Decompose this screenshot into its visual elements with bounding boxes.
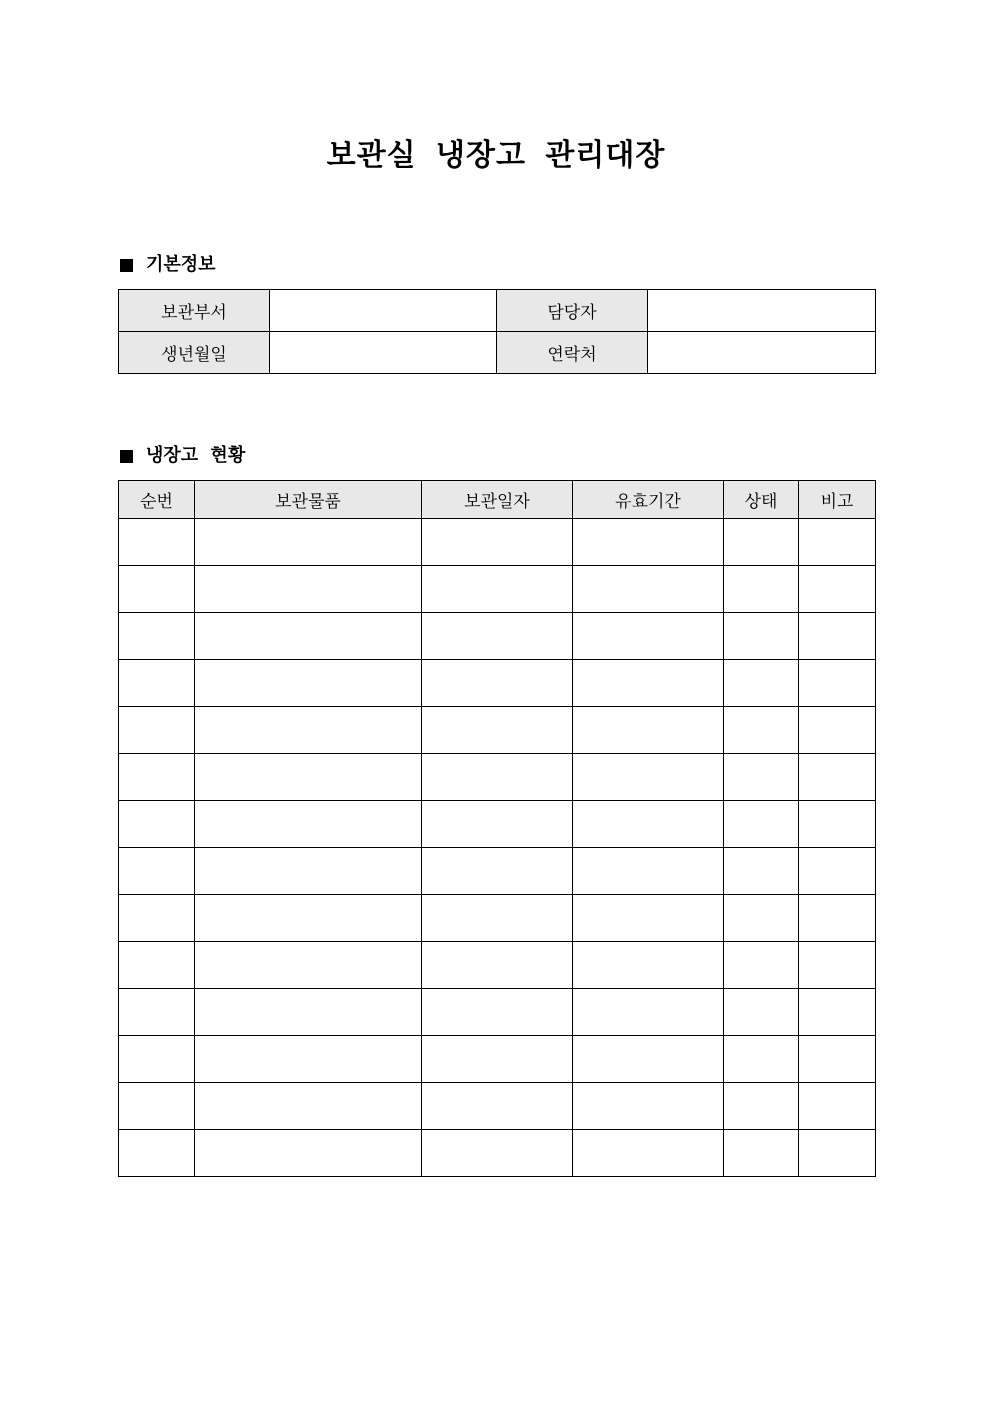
cell-item[interactable]	[195, 1130, 422, 1177]
table-row	[119, 519, 876, 566]
basic-info-row	[119, 332, 876, 374]
table-row	[119, 566, 876, 613]
cell-stored-date[interactable]	[422, 801, 573, 848]
cell-remarks[interactable]	[799, 942, 876, 989]
cell-stored-date[interactable]	[422, 754, 573, 801]
cell-item[interactable]	[195, 1036, 422, 1083]
table-row	[119, 660, 876, 707]
cell-stored-date[interactable]	[422, 989, 573, 1036]
table-row	[119, 989, 876, 1036]
cell-item[interactable]	[195, 613, 422, 660]
cell-condition[interactable]	[724, 754, 799, 801]
cell-item[interactable]	[195, 942, 422, 989]
cell-stored-date[interactable]	[422, 942, 573, 989]
birthdate-value-cell[interactable]	[270, 332, 497, 374]
cell-item[interactable]	[195, 519, 422, 566]
cell-item[interactable]	[195, 660, 422, 707]
cell-no[interactable]	[119, 754, 195, 801]
contact-label: 연락처	[497, 332, 648, 374]
basic-info-row	[119, 290, 876, 332]
basic-info-table	[118, 289, 876, 374]
cell-expiry[interactable]	[573, 989, 724, 1036]
table-row	[119, 895, 876, 942]
cell-remarks[interactable]	[799, 1130, 876, 1177]
fridge-status-table	[118, 480, 876, 1177]
cell-expiry[interactable]	[573, 895, 724, 942]
cell-no[interactable]	[119, 1130, 195, 1177]
cell-condition[interactable]	[724, 707, 799, 754]
cell-condition[interactable]	[724, 895, 799, 942]
section-heading-basic-info	[118, 252, 216, 278]
cell-expiry[interactable]	[573, 1083, 724, 1130]
cell-condition[interactable]	[724, 613, 799, 660]
cell-condition[interactable]	[724, 801, 799, 848]
cell-condition[interactable]	[724, 519, 799, 566]
cell-no[interactable]	[119, 895, 195, 942]
cell-stored-date[interactable]	[422, 848, 573, 895]
column-header-item: 보관물품	[195, 481, 422, 519]
cell-remarks[interactable]	[799, 1083, 876, 1130]
square-bullet-icon	[120, 259, 133, 272]
cell-expiry[interactable]	[573, 942, 724, 989]
cell-no[interactable]	[119, 519, 195, 566]
cell-item[interactable]	[195, 848, 422, 895]
cell-remarks[interactable]	[799, 989, 876, 1036]
cell-expiry[interactable]	[573, 613, 724, 660]
cell-no[interactable]	[119, 1036, 195, 1083]
cell-item[interactable]	[195, 801, 422, 848]
column-header-expiry: 유효기간	[573, 481, 724, 519]
square-bullet-icon	[120, 450, 133, 463]
table-row	[119, 942, 876, 989]
cell-expiry[interactable]	[573, 660, 724, 707]
cell-no[interactable]	[119, 566, 195, 613]
cell-remarks[interactable]	[799, 613, 876, 660]
birthdate-label: 생년월일	[119, 332, 270, 374]
cell-stored-date[interactable]	[422, 519, 573, 566]
cell-no[interactable]	[119, 660, 195, 707]
cell-stored-date[interactable]	[422, 1083, 573, 1130]
dept-label: 보관부서	[119, 290, 270, 332]
cell-stored-date[interactable]	[422, 613, 573, 660]
cell-remarks[interactable]	[799, 1036, 876, 1083]
section-heading-label: 냉장고 현황	[146, 445, 246, 466]
column-header-stored-date: 보관일자	[422, 481, 573, 519]
table-row	[119, 1083, 876, 1130]
cell-expiry[interactable]	[573, 707, 724, 754]
page-title: 보관실 냉장고 관리대장	[326, 138, 666, 173]
cell-remarks[interactable]	[799, 754, 876, 801]
column-header-condition: 상태	[724, 481, 799, 519]
cell-stored-date[interactable]	[422, 707, 573, 754]
cell-stored-date[interactable]	[422, 660, 573, 707]
fridge-table-body	[119, 519, 876, 1177]
section-heading-fridge-status	[118, 443, 245, 469]
cell-item[interactable]	[195, 1083, 422, 1130]
cell-remarks[interactable]	[799, 519, 876, 566]
cell-expiry[interactable]	[573, 801, 724, 848]
cell-item[interactable]	[195, 754, 422, 801]
cell-item[interactable]	[195, 707, 422, 754]
cell-remarks[interactable]	[799, 660, 876, 707]
manager-label: 담당자	[497, 290, 648, 332]
cell-remarks[interactable]	[799, 848, 876, 895]
cell-stored-date[interactable]	[422, 566, 573, 613]
cell-no[interactable]	[119, 707, 195, 754]
cell-remarks[interactable]	[799, 801, 876, 848]
cell-remarks[interactable]	[799, 707, 876, 754]
table-row	[119, 801, 876, 848]
cell-condition[interactable]	[724, 1036, 799, 1083]
cell-remarks[interactable]	[799, 566, 876, 613]
cell-remarks[interactable]	[799, 895, 876, 942]
cell-item[interactable]	[195, 989, 422, 1036]
contact-value-cell[interactable]	[648, 332, 876, 374]
cell-no[interactable]	[119, 1083, 195, 1130]
table-header-row	[119, 481, 876, 519]
dept-value-cell[interactable]	[270, 290, 497, 332]
cell-expiry[interactable]	[573, 1130, 724, 1177]
cell-expiry[interactable]	[573, 566, 724, 613]
cell-item[interactable]	[195, 895, 422, 942]
cell-condition[interactable]	[724, 942, 799, 989]
cell-condition[interactable]	[724, 1083, 799, 1130]
cell-no[interactable]	[119, 989, 195, 1036]
cell-item[interactable]	[195, 566, 422, 613]
cell-stored-date[interactable]	[422, 895, 573, 942]
column-header-remarks: 비고	[799, 481, 876, 519]
cell-no[interactable]	[119, 942, 195, 989]
section-heading-label: 기본정보	[146, 254, 216, 275]
column-header-no: 순번	[119, 481, 195, 519]
table-row	[119, 1036, 876, 1083]
cell-condition[interactable]	[724, 566, 799, 613]
cell-stored-date[interactable]	[422, 1130, 573, 1177]
cell-condition[interactable]	[724, 1130, 799, 1177]
manager-value-cell[interactable]	[648, 290, 876, 332]
table-row	[119, 1130, 876, 1177]
table-row	[119, 613, 876, 660]
table-row	[119, 754, 876, 801]
cell-expiry[interactable]	[573, 754, 724, 801]
cell-expiry[interactable]	[573, 848, 724, 895]
cell-condition[interactable]	[724, 660, 799, 707]
cell-no[interactable]	[119, 848, 195, 895]
cell-condition[interactable]	[724, 848, 799, 895]
table-row	[119, 707, 876, 754]
cell-expiry[interactable]	[573, 519, 724, 566]
cell-condition[interactable]	[724, 989, 799, 1036]
table-row	[119, 848, 876, 895]
cell-expiry[interactable]	[573, 1036, 724, 1083]
cell-no[interactable]	[119, 613, 195, 660]
cell-no[interactable]	[119, 801, 195, 848]
cell-stored-date[interactable]	[422, 1036, 573, 1083]
